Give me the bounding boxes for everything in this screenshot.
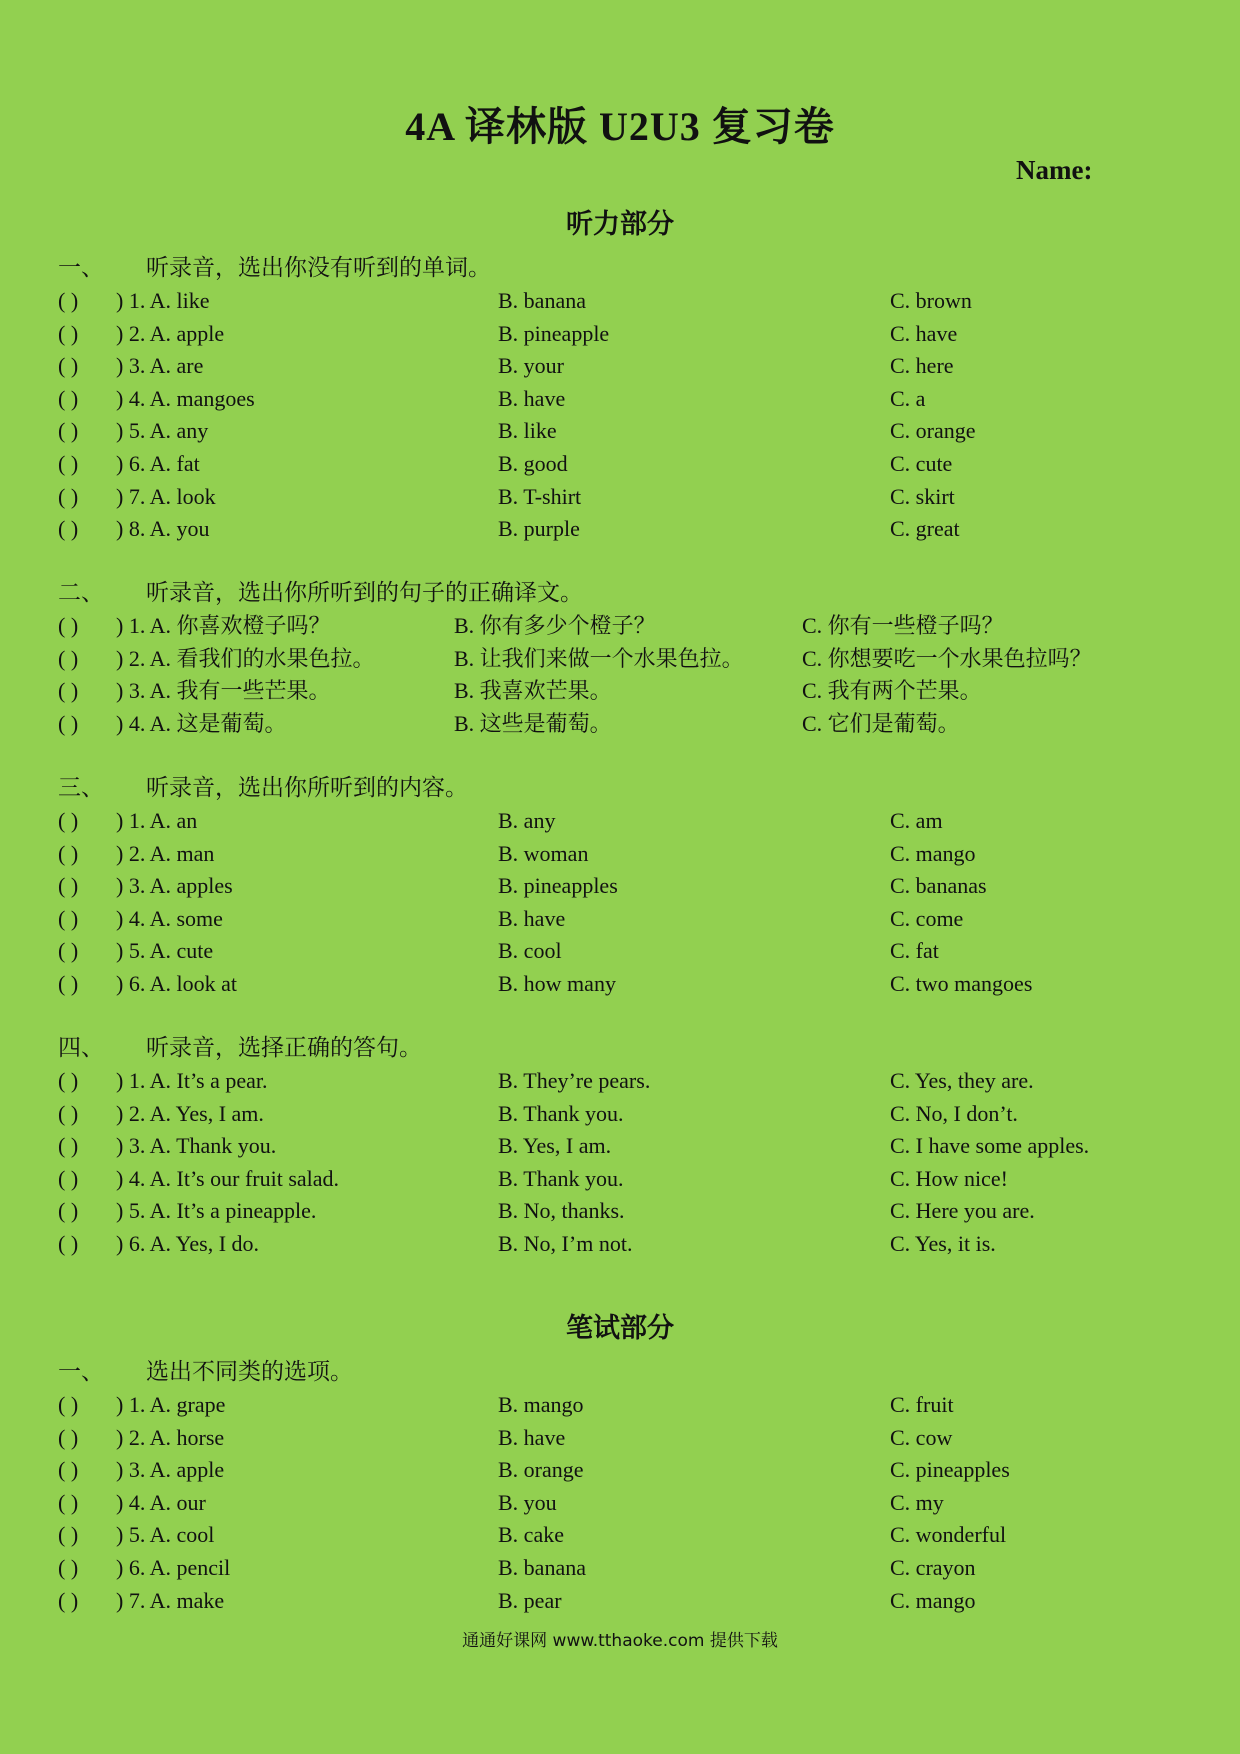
question-row <box>58 513 1208 546</box>
answer-blank[interactable]: ( ) <box>58 320 79 346</box>
option-b: B. 这些是葡萄。 <box>454 710 612 736</box>
option-b: B. pear <box>498 1587 562 1613</box>
option-c: C. Yes, they are. <box>890 1068 1034 1093</box>
question-row <box>58 318 1208 351</box>
option-c: C. mango <box>890 1587 976 1613</box>
option-c: C. 它们是葡萄。 <box>802 710 960 736</box>
option-a: ) 6. A. fat <box>116 450 200 476</box>
option-b: B. Thank you. <box>498 1100 624 1126</box>
answer-blank[interactable]: ( ) <box>58 613 79 638</box>
option-a: ) 3. A. are <box>116 353 204 379</box>
answer-blank[interactable]: ( ) <box>58 353 79 379</box>
option-b: B. T-shirt <box>498 483 582 509</box>
listening-part-title: 听力部分 <box>566 209 674 239</box>
option-c: C. How nice! <box>890 1165 1008 1191</box>
answer-blank[interactable]: ( ) <box>58 938 79 964</box>
option-a: ) 5. A. cute <box>116 938 214 964</box>
option-a: ) 3. A. apple <box>116 1457 225 1483</box>
answer-blank[interactable]: ( ) <box>58 1522 79 1548</box>
question-row <box>58 675 1208 708</box>
option-a: ) 3. A. Thank you. <box>116 1133 277 1159</box>
answer-blank[interactable]: ( ) <box>58 483 79 509</box>
question-row <box>58 1552 1208 1585</box>
section-1 <box>58 252 1208 546</box>
section-heading <box>58 1032 1208 1065</box>
option-b: B. have <box>498 385 566 411</box>
question-row <box>58 1389 1208 1422</box>
section-heading <box>58 577 1208 610</box>
option-a: ) 2. A. man <box>116 840 215 866</box>
question-row <box>58 1519 1208 1552</box>
option-b: B. orange <box>498 1457 584 1483</box>
section-instruction: 听录音，选出你所听到的内容。 <box>146 775 468 801</box>
option-a: ) 1. A. 你喜欢橙子吗？ <box>116 613 331 638</box>
answer-blank[interactable]: ( ) <box>58 840 79 866</box>
question-row <box>58 1422 1208 1455</box>
option-a: ) 4. A. mangoes <box>116 385 255 411</box>
option-c: C. pineapples <box>890 1457 1010 1483</box>
option-c: C. my <box>890 1489 944 1515</box>
answer-blank[interactable]: ( ) <box>58 710 79 736</box>
question-row <box>58 1130 1208 1163</box>
section-number: 二、 <box>58 580 104 606</box>
question-row <box>58 481 1208 514</box>
option-a: ) 6. A. look at <box>116 970 237 996</box>
option-b: B. how many <box>498 970 616 996</box>
option-b: B. cool <box>498 938 562 964</box>
option-a: ) 1. A. grape <box>116 1392 226 1417</box>
section-2 <box>58 577 1208 740</box>
answer-blank[interactable]: ( ) <box>58 1100 79 1126</box>
option-b: B. good <box>498 450 568 476</box>
option-c: C. two mangoes <box>890 970 1033 996</box>
answer-blank[interactable]: ( ) <box>58 808 79 833</box>
option-b: B. purple <box>498 516 580 542</box>
answer-blank[interactable]: ( ) <box>58 450 79 476</box>
option-b: B. banana <box>498 288 586 313</box>
answer-blank[interactable]: ( ) <box>58 905 79 931</box>
option-a: ) 6. A. pencil <box>116 1554 231 1580</box>
section-3 <box>58 772 1208 1001</box>
question-row <box>58 415 1208 448</box>
option-c: C. have <box>890 320 958 346</box>
option-c: C. cow <box>890 1424 953 1450</box>
question-row <box>58 1163 1208 1196</box>
option-b: B. Thank you. <box>498 1165 624 1191</box>
option-b: B. have <box>498 1424 566 1450</box>
option-a: ) 7. A. make <box>116 1587 225 1613</box>
option-b: B. 我喜欢芒果。 <box>454 678 612 704</box>
option-a: ) 4. A. 这是葡萄。 <box>116 710 287 736</box>
question-row <box>58 1098 1208 1131</box>
option-a: ) 5. A. any <box>116 418 209 444</box>
option-b: B. any <box>498 808 556 833</box>
question-row <box>58 1065 1208 1098</box>
section-heading <box>58 772 1208 805</box>
option-b: B. pineapples <box>498 873 618 899</box>
question-row <box>58 838 1208 871</box>
question-row <box>58 383 1208 416</box>
option-c: C. orange <box>890 418 976 444</box>
option-c: C. here <box>890 353 954 379</box>
writing-part-title: 笔试部分 <box>566 1313 674 1343</box>
answer-blank[interactable]: ( ) <box>58 1392 79 1417</box>
answer-blank[interactable]: ( ) <box>58 1554 79 1580</box>
section-4 <box>58 1032 1208 1261</box>
option-c: C. Yes, it is. <box>890 1230 996 1256</box>
question-row <box>58 903 1208 936</box>
answer-blank[interactable]: ( ) <box>58 1165 79 1191</box>
answer-blank[interactable]: ( ) <box>58 516 79 542</box>
section-number: 四、 <box>58 1035 104 1061</box>
answer-blank[interactable]: ( ) <box>58 1068 79 1093</box>
question-row <box>58 643 1208 676</box>
answer-blank[interactable]: ( ) <box>58 385 79 411</box>
option-a: ) 4. A. It’s our fruit salad. <box>116 1165 340 1191</box>
question-row <box>58 350 1208 383</box>
option-b: B. your <box>498 353 564 379</box>
answer-blank[interactable]: ( ) <box>58 645 79 671</box>
section-instruction: 选出不同类的选项。 <box>146 1359 353 1385</box>
option-c: C. mango <box>890 840 976 866</box>
option-b: B. like <box>498 418 557 444</box>
name-label: Name: <box>1016 155 1093 185</box>
question-row <box>58 935 1208 968</box>
question-row <box>58 1195 1208 1228</box>
option-c: C. fat <box>890 938 939 964</box>
option-a: ) 6. A. Yes, I do. <box>116 1230 260 1256</box>
option-a: ) 5. A. cool <box>116 1522 215 1548</box>
option-b: B. you <box>498 1489 557 1515</box>
option-a: ) 1. A. like <box>116 288 210 313</box>
question-row <box>58 708 1208 741</box>
option-c: C. No, I don’t. <box>890 1100 1018 1126</box>
answer-blank[interactable]: ( ) <box>58 1489 79 1515</box>
section-heading <box>58 252 1208 285</box>
option-c: C. a <box>890 385 926 411</box>
answer-blank[interactable]: ( ) <box>58 1457 79 1483</box>
section-5 <box>58 1356 1208 1617</box>
answer-blank[interactable]: ( ) <box>58 1424 79 1450</box>
option-a: ) 2. A. 看我们的水果色拉。 <box>116 645 375 671</box>
answer-blank[interactable]: ( ) <box>58 1587 79 1613</box>
option-b: B. 让我们来做一个水果色拉。 <box>454 645 744 671</box>
answer-blank[interactable]: ( ) <box>58 1133 79 1159</box>
footer-credit: 通通好课网 www.tthaoke.com 提供下载 <box>462 1631 778 1651</box>
option-b: B. cake <box>498 1522 564 1548</box>
option-c: C. come <box>890 905 964 931</box>
option-c: C. skirt <box>890 483 955 509</box>
option-c: C. 你有一些橙子吗？ <box>802 613 1004 638</box>
option-b: B. No, thanks. <box>498 1198 625 1224</box>
answer-blank[interactable]: ( ) <box>58 1230 79 1256</box>
answer-blank[interactable]: ( ) <box>58 678 79 704</box>
option-a: ) 1. A. an <box>116 808 198 833</box>
question-row <box>58 870 1208 903</box>
option-c: C. I have some apples. <box>890 1133 1090 1159</box>
question-row <box>58 1454 1208 1487</box>
question-row <box>58 968 1208 1001</box>
option-a: ) 3. A. 我有一些芒果。 <box>116 678 331 704</box>
option-c: C. great <box>890 516 960 542</box>
option-a: ) 7. A. look <box>116 483 216 509</box>
option-b: B. pineapple <box>498 320 610 346</box>
question-row <box>58 1585 1208 1618</box>
option-a: ) 8. A. you <box>116 516 210 542</box>
question-row <box>58 610 1208 643</box>
answer-blank[interactable]: ( ) <box>58 970 79 996</box>
option-a: ) 2. A. horse <box>116 1424 225 1450</box>
section-instruction: 听录音，选择正确的答句。 <box>146 1035 422 1061</box>
option-c: C. 我有两个芒果。 <box>802 678 982 704</box>
answer-blank[interactable]: ( ) <box>58 288 79 313</box>
option-c: C. bananas <box>890 873 987 899</box>
question-row <box>58 448 1208 481</box>
option-b: B. No, I’m not. <box>498 1230 633 1256</box>
section-instruction: 听录音，选出你所听到的句子的正确译文。 <box>146 580 583 606</box>
option-c: C. am <box>890 808 943 833</box>
option-a: ) 5. A. It’s a pineapple. <box>116 1198 317 1224</box>
option-a: ) 1. A. It’s a pear. <box>116 1068 268 1093</box>
option-b: B. banana <box>498 1554 586 1580</box>
answer-blank[interactable]: ( ) <box>58 873 79 899</box>
option-b: B. Yes, I am. <box>498 1133 612 1159</box>
option-c: C. 你想要吃一个水果色拉吗？ <box>802 645 1092 671</box>
option-c: C. Here you are. <box>890 1198 1035 1224</box>
section-number: 一、 <box>58 255 104 281</box>
page-title: 4A 译林版 U2U3 复习卷 <box>405 104 835 149</box>
option-b: B. They’re pears. <box>498 1068 651 1093</box>
question-row <box>58 1487 1208 1520</box>
question-row <box>58 805 1208 838</box>
option-a: ) 4. A. some <box>116 905 223 931</box>
option-c: C. fruit <box>890 1392 954 1417</box>
option-a: ) 2. A. Yes, I am. <box>116 1100 264 1126</box>
option-a: ) 4. A. our <box>116 1489 206 1515</box>
section-instruction: 听录音，选出你没有听到的单词。 <box>146 255 491 281</box>
answer-blank[interactable]: ( ) <box>58 418 79 444</box>
option-b: B. woman <box>498 840 589 866</box>
option-c: C. crayon <box>890 1554 976 1580</box>
option-c: C. cute <box>890 450 953 476</box>
section-number: 一、 <box>58 1359 104 1385</box>
section-number: 三、 <box>58 775 104 801</box>
option-b: B. 你有多少个橙子？ <box>454 613 656 638</box>
question-row <box>58 285 1208 318</box>
option-c: C. brown <box>890 288 972 313</box>
question-row <box>58 1228 1208 1261</box>
option-a: ) 2. A. apple <box>116 320 225 346</box>
option-a: ) 3. A. apples <box>116 873 233 899</box>
answer-blank[interactable]: ( ) <box>58 1198 79 1224</box>
option-b: B. mango <box>498 1392 584 1417</box>
option-b: B. have <box>498 905 566 931</box>
section-heading <box>58 1356 1208 1389</box>
option-c: C. wonderful <box>890 1522 1007 1548</box>
